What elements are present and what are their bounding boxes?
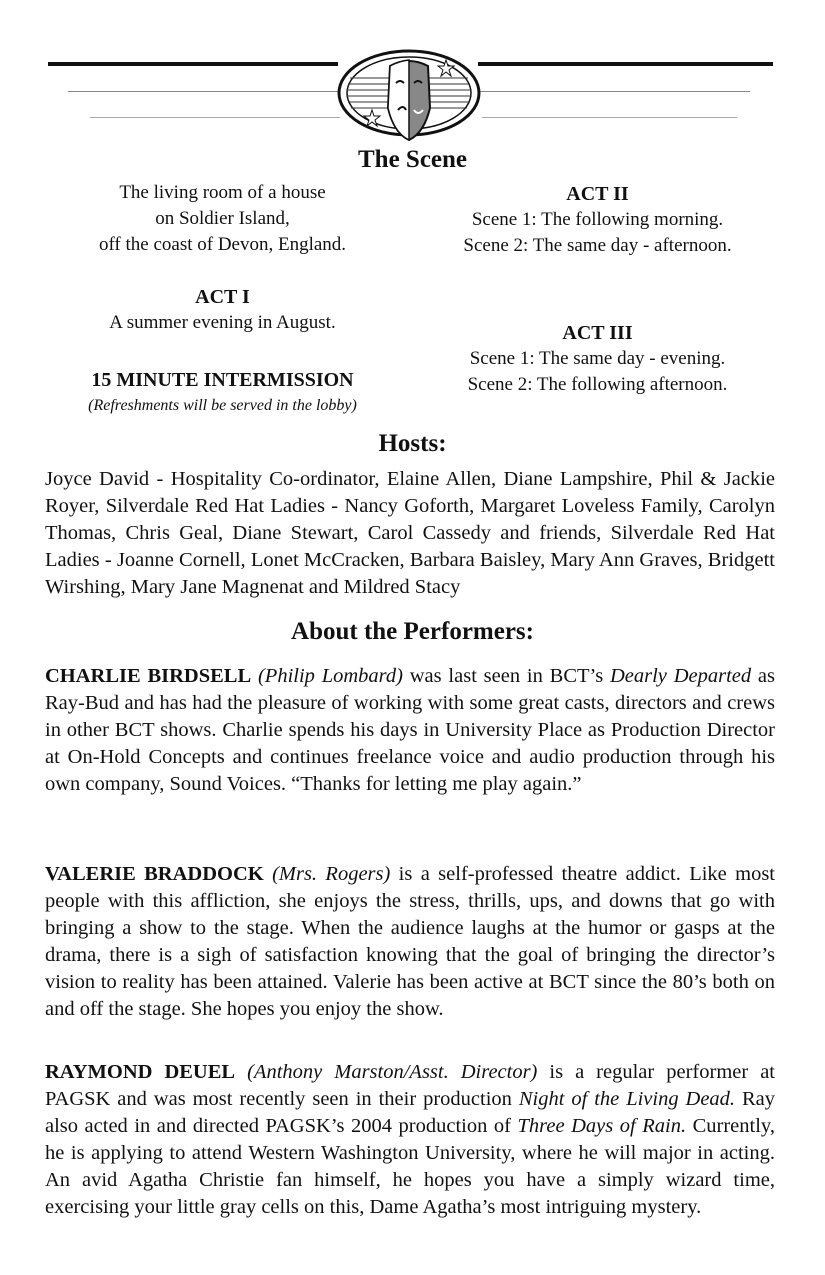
header-rule-left — [48, 62, 338, 66]
theatre-masks-emblem-icon — [334, 48, 484, 148]
header-thin-rule — [90, 117, 340, 118]
act-one-heading: ACT I — [195, 286, 250, 308]
act-one-block — [40, 284, 405, 336]
bio-text: Ray also acted in and directed PAGSK’s 2004 production of — [45, 1088, 775, 1137]
location-line: on Soldier Island, — [155, 208, 290, 229]
bio-text: Currently, he is applying to attend Western Washington University, where he will major in acting. An avid Agatha Christie fan himself, he hopes you have a simply wizard time, exercising your little gray cells on this, Dame Agatha’s most intriguing mystery. — [45, 1115, 775, 1218]
header-rule-right — [478, 62, 773, 66]
bio-text: is a regular performer at PAGSK and was most recently seen in their production — [45, 1061, 775, 1110]
act-one-text: A summer evening in August. — [109, 312, 336, 333]
act-two-scene: Scene 1: The following morning. — [471, 209, 724, 230]
header-thin-rule — [480, 91, 750, 92]
location-line: off the coast of Devon, England. — [98, 234, 347, 255]
intermission-heading: 15 MINUTE INTERMISSION — [91, 369, 354, 391]
performer-bio — [45, 663, 775, 798]
bio-text: is a self-professed theatre addict. Like most people with this affliction, she enjoys the stress, thrills, ups, and downs that go with bringing a show to the stage. When the audience laughs at the humor or gasps at the drama, there is a sigh of satisfaction knowing that the goal of bringing the director’s vision to reality has been attained. Valerie has been active at BCT since the 80’s both on and off the stage. She hopes you enjoy the show. — [45, 863, 776, 1020]
header-thin-rule — [68, 91, 338, 92]
performer-role: (Anthony Marston/Asst. Director) — [247, 1061, 538, 1083]
act-two-block — [415, 181, 780, 259]
act-three-block — [415, 320, 780, 398]
performer-name: RAYMOND DEUEL — [45, 1061, 236, 1083]
location-line: The living room of a house — [119, 182, 326, 203]
bio-text: was last seen in BCT’s — [402, 665, 610, 687]
performer-name: VALERIE BRADDOCK — [45, 863, 264, 885]
intermission-block — [40, 367, 405, 419]
act-three-scene: Scene 1: The same day - evening. — [469, 348, 726, 369]
act-three-scene: Scene 2: The following afternoon. — [467, 374, 728, 395]
performer-role: (Mrs. Rogers) — [272, 863, 391, 885]
show-title: Dearly Departed — [609, 665, 752, 687]
hosts-list: Joyce David - Hospitality Co-ordinator, Elaine Allen, Diane Lampshire, Phil & Jackie Royer, Silverdale Red Hat Ladies - Nancy Goforth, Margaret Loveless Family, Carolyn Thomas, Chris Geal, Diane Stewart, Carol Cassedy and friends, Silverdale Red Hat Ladies - Joanne Cornell, Lonet McCracken, Barbara Baisley, Mary Ann Graves, Bridgett Wirshing, Mary Jane Magnenat and Mildred Stacy — [45, 468, 775, 598]
performer-bio — [45, 1059, 775, 1221]
act-two-heading: ACT II — [566, 183, 629, 205]
show-title: Three Days of Rain. — [517, 1115, 687, 1137]
header-thin-rule — [482, 117, 737, 118]
scene-location — [40, 180, 405, 258]
intermission-note: (Refreshments will be served in the lobby) — [88, 397, 357, 414]
act-two-scene: Scene 2: The same day - afternoon. — [463, 235, 732, 256]
performer-bio — [45, 861, 775, 1023]
act-three-heading: ACT III — [562, 322, 633, 344]
performers-title: About the Performers: — [291, 618, 534, 645]
bio-text: as Ray-Bud and has had the pleasure of working with some great casts, directors and crews in other BCT shows. Charlie spends his days in University Place as Production Director at On-Hold Concepts and continues freelance voice and audio production through his own company, Sound Voices. “Thanks for letting me play again.” — [45, 665, 776, 795]
hosts-title: Hosts: — [378, 430, 447, 457]
scene-title: The Scene — [357, 146, 468, 173]
performer-name: CHARLIE BIRDSELL — [45, 665, 252, 687]
show-title: Night of the Living Dead. — [518, 1088, 736, 1110]
performer-role: (Philip Lombard) — [257, 665, 403, 687]
